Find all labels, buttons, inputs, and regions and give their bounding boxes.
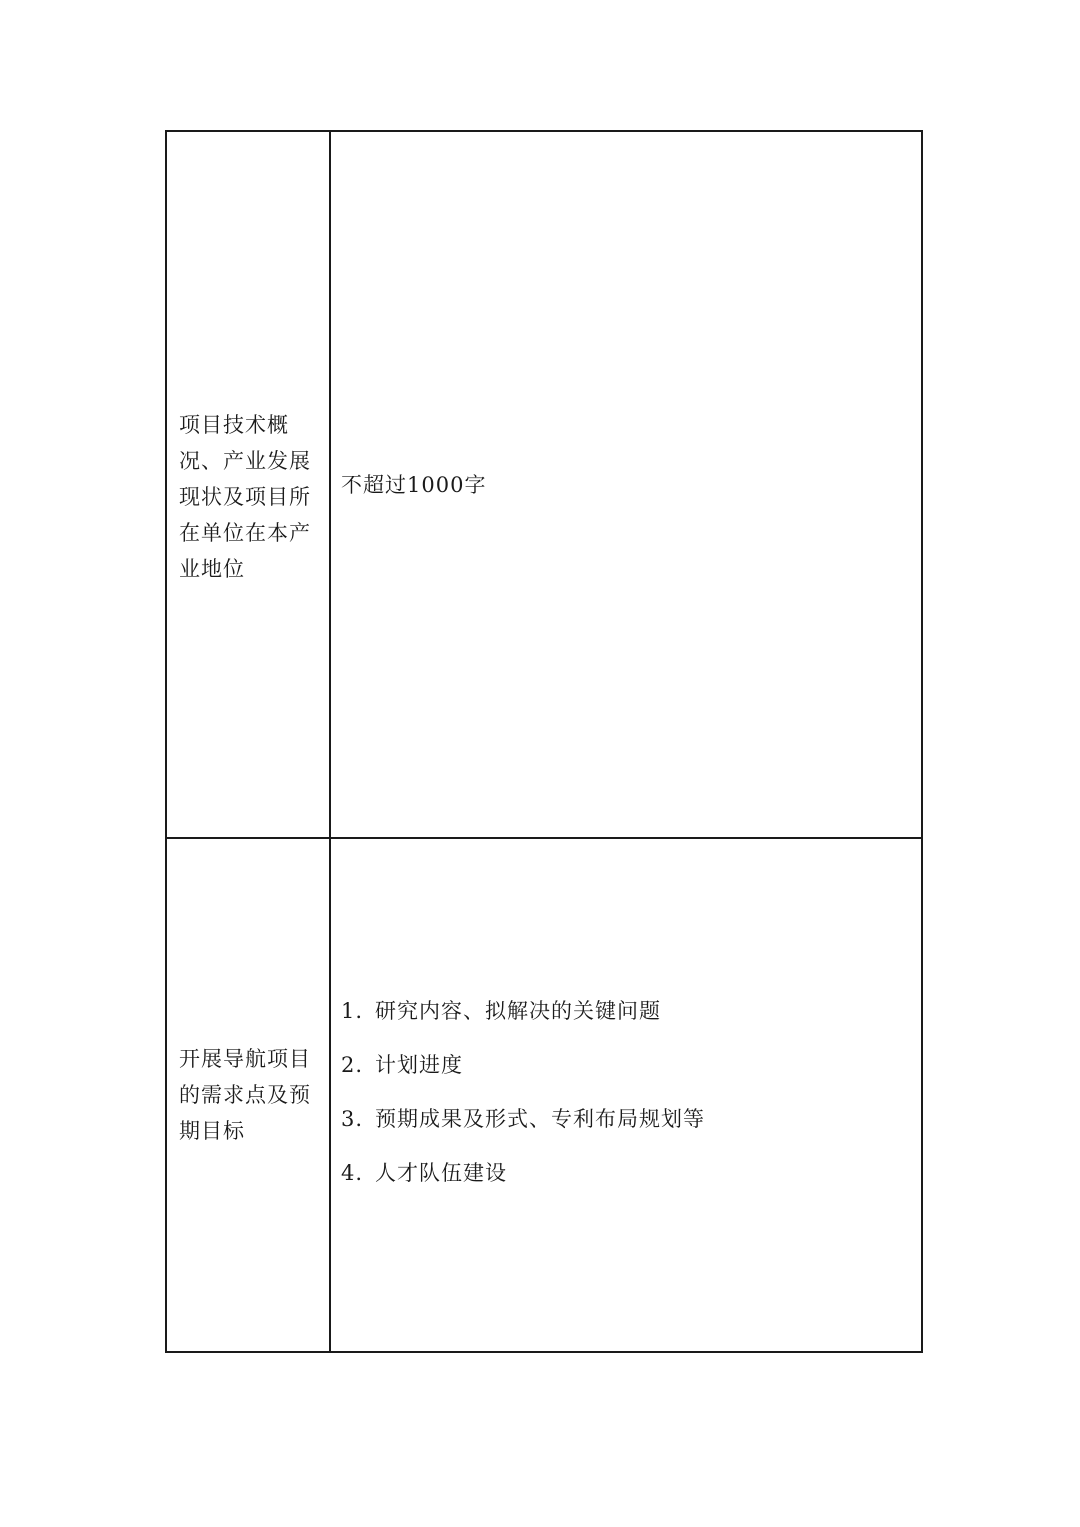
label-cell [166,838,330,1352]
list-item-text: 研究内容、拟解决的关键问题 [375,999,661,1023]
list-item-text: 预期成果及形式、专利布局规划等 [375,1107,705,1131]
application-form-table [165,130,923,1353]
list-item [341,1158,911,1188]
list-item-number: 1. [341,999,364,1023]
label-cell [166,131,330,838]
list-item [341,996,911,1026]
content-cell[interactable] [330,838,922,1352]
requirements-list [331,996,921,1188]
row-label-navigation-goals: 开展导航项目的需求点及预期目标 [179,1047,311,1143]
list-item [341,1050,911,1080]
content-cell[interactable] [330,131,922,838]
list-item-number: 4. [341,1161,364,1185]
list-item [341,1104,911,1134]
table-row-technical-overview [166,131,922,838]
list-item-text: 计划进度 [375,1053,463,1077]
list-item-number: 2. [341,1053,364,1077]
word-limit-note: 不超过1000字 [341,472,487,497]
list-item-number: 3. [341,1107,364,1131]
list-item-text: 人才队伍建设 [375,1161,507,1185]
row-label-technical-overview: 项目技术概况、产业发展现状及项目所在单位在本产业地位 [179,412,311,581]
table-row-navigation-goals [166,838,922,1352]
